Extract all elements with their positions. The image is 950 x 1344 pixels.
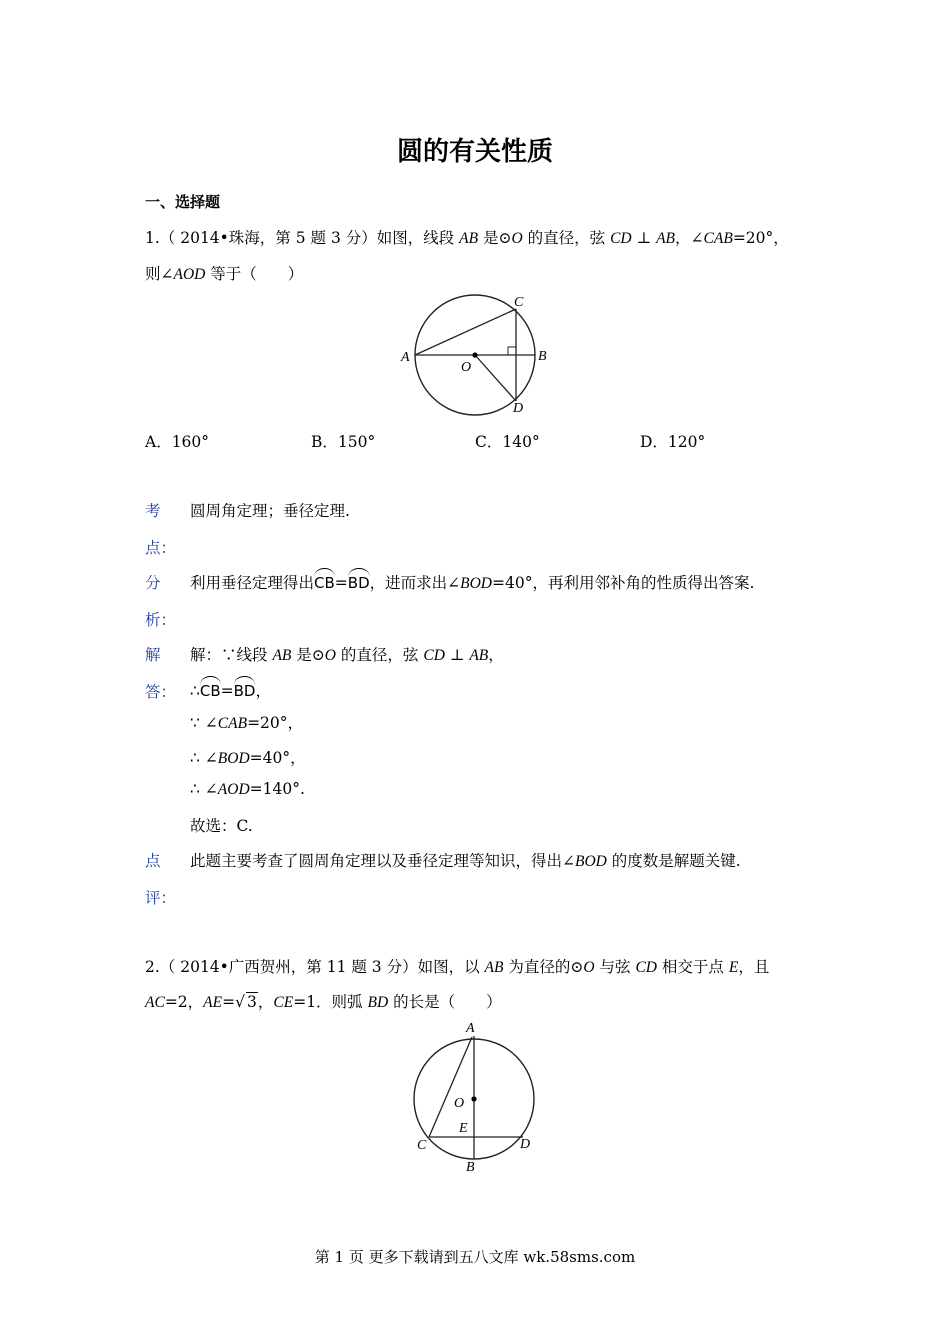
solution-line-6: 故选：C. (190, 817, 253, 835)
label-a: A (401, 350, 410, 365)
label-b: B (538, 349, 547, 364)
q2-circle-figure (405, 1018, 545, 1178)
jieda-label-2: 答： (145, 683, 177, 701)
choice-a: A．160° (145, 433, 210, 451)
q1-line1: 1.（ 2014•珠海，第 5 题 3 分）如图，线段 AB 是⊙O 的直径，弦 CD ⊥ AB，∠CAB=20°， (145, 229, 789, 247)
choice-b: B．150° (311, 433, 376, 451)
fenxi-label-2: 析： (145, 611, 177, 629)
solution-line-5: ∴ ∠AOD=140°. (190, 780, 305, 798)
q2-line1: 2.（ 2014•广西贺州，第 11 题 3 分）如图，以 AB 为直径的⊙O 与弦 CD 相交于点 E，且 (145, 958, 770, 976)
kaodian-text: 圆周角定理；垂径定理. (190, 502, 350, 520)
q1-circle-figure (395, 288, 560, 418)
label-b: B (466, 1160, 475, 1175)
label-c: C (514, 295, 524, 310)
choice-c: C．140° (475, 433, 540, 451)
label-a: A (466, 1021, 475, 1036)
label-o: O (461, 360, 472, 375)
dianping-text: 此题主要考查了圆周角定理以及垂径定理等知识，得出∠BOD 的度数是解题关键. (190, 852, 741, 870)
jieda-label-1: 解 (145, 646, 161, 664)
dianping-label-2: 评： (145, 889, 177, 907)
section-heading: 一、选择题 (145, 193, 221, 211)
solution-line-3: ∵ ∠CAB=20°， (190, 714, 304, 732)
q2-line2: AC=2，AE=√ 3，CE=1．则弧 BD 的长是（ ） (145, 993, 502, 1011)
dianping-label-1: 点 (145, 852, 161, 870)
q1-line2: 则∠AOD 等于（ ） (145, 265, 304, 283)
kaodian-label-2: 点： (145, 539, 177, 557)
label-c: C (417, 1138, 427, 1153)
kaodian-label-1: 考 (145, 502, 161, 520)
fenxi-text: 利用垂径定理得出CB=BD，进而求出∠BOD=40°，再利用邻补角的性质得出答案. (190, 574, 755, 592)
solution-line-2: ∴CB=BD， (190, 682, 271, 700)
page-footer: 第 1 页 更多下载请到五八文库 wk.58sms.com (314, 1248, 636, 1266)
page-title: 圆的有关性质 (396, 137, 553, 167)
center-point (472, 352, 477, 357)
fenxi-label-1: 分 (145, 574, 161, 592)
solution-line-4: ∴ ∠BOD=40°， (190, 749, 306, 767)
segment-od (475, 355, 516, 401)
solution-line-1: 解：∵线段 AB 是⊙O 的直径，弦 CD ⊥ AB， (190, 646, 504, 664)
choice-d: D．120° (640, 433, 706, 451)
label-d: D (520, 1137, 531, 1152)
label-e: E (459, 1121, 468, 1136)
right-angle-mark (508, 347, 516, 355)
label-d: D (513, 401, 524, 416)
label-o: O (454, 1096, 465, 1111)
center-point (471, 1096, 476, 1101)
